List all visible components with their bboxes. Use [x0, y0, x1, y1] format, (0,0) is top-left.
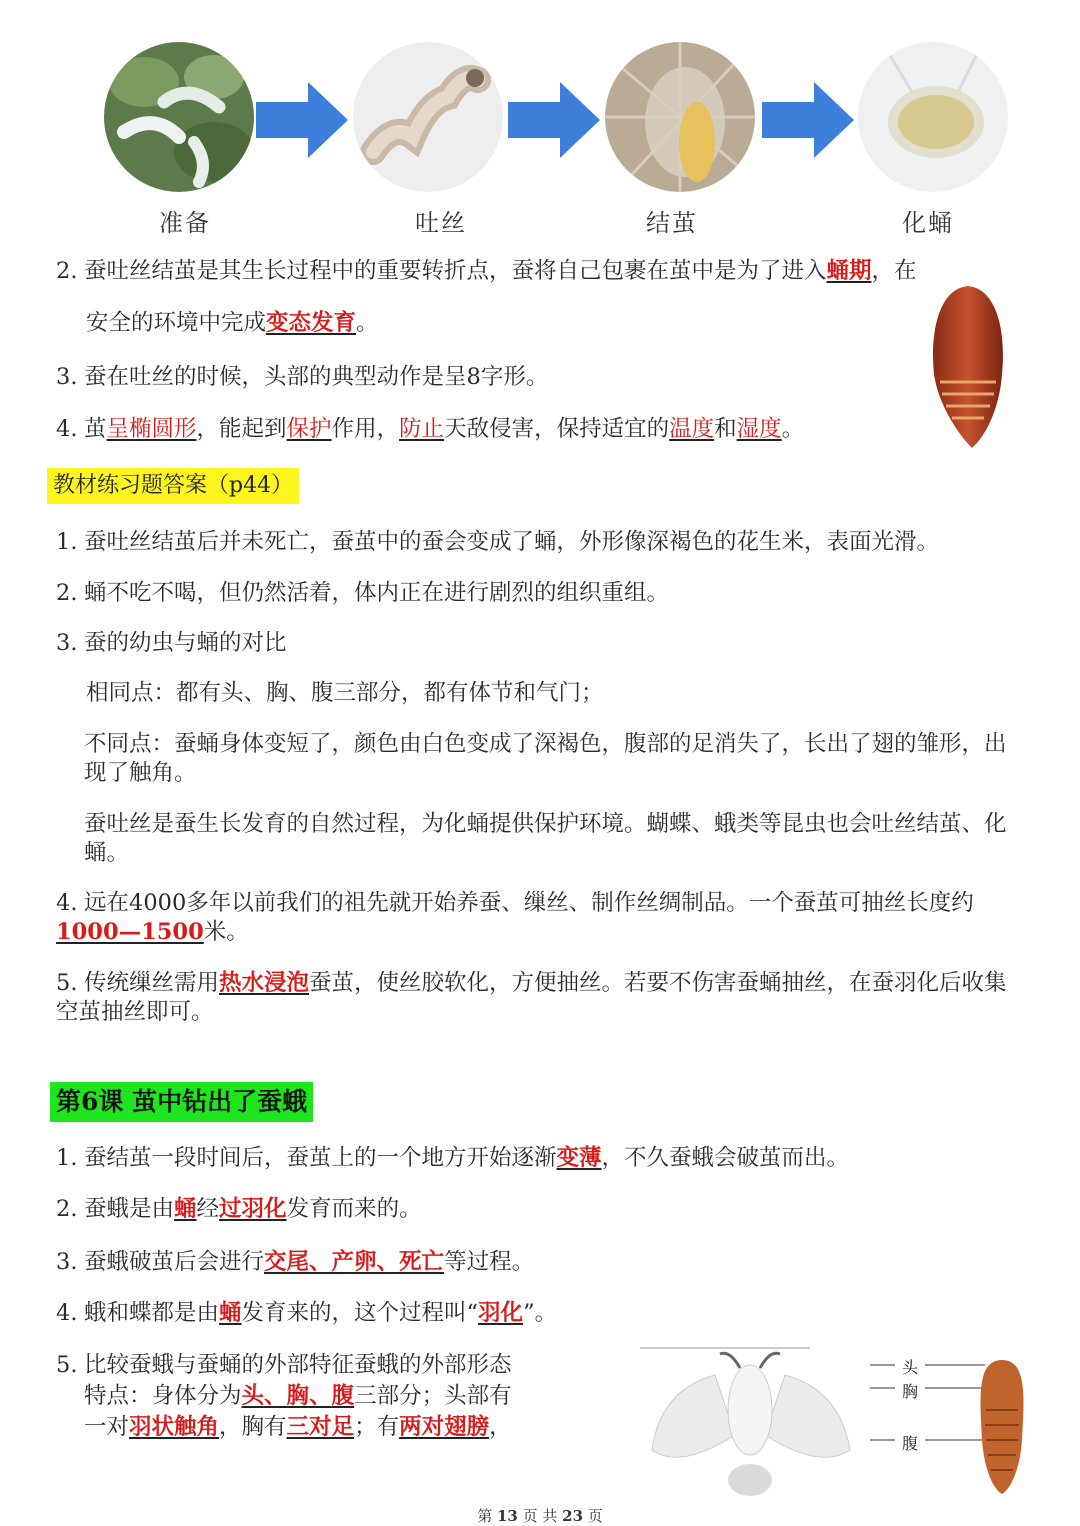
list-item: 4. 茧呈椭圆形，能起到保护作用，防止天敌侵害，保持适宜的温度和湿度。 [56, 416, 805, 442]
list-item: 2. 蚕蛾是由蛹经过羽化发育而来的。 [56, 1196, 422, 1222]
stage-photo-cocoon [605, 42, 755, 192]
current-page: 13 [496, 1507, 518, 1525]
label-belly: 腹 [902, 1434, 919, 1453]
arrow-right-icon [762, 82, 854, 162]
page-footer: 第 13 页 共 23 页 [477, 1507, 603, 1525]
total-pages: 23 [562, 1507, 584, 1525]
stage-label-prepare: 准备 [159, 209, 211, 237]
list-item: 4. 远在4000多年以前我们的祖先就开始养蚕、缫丝、制作丝绸制品。一个蚕茧可抽丝长度约1000—1500米。 [56, 890, 974, 945]
section-heading-textbook: 教材练习题答案（p44） [47, 468, 299, 504]
list-item: 1. 蚕结茧一段时间后，蚕茧上的一个地方开始逐渐变薄，不久蚕蛾会破茧而出。 [56, 1145, 850, 1171]
list-item: 2. 蚕吐丝结茧是其生长过程中的重要转折点，蚕将自己包裹在茧中是为了进入蛹期，在 [56, 258, 917, 284]
list-item-continuation: 安全的环境中完成变态发育。 [86, 310, 379, 336]
list-item-continuation: 一对羽状触角，胸有三对足；有两对翅膀， [84, 1414, 512, 1440]
stage-photo-spinning [353, 42, 503, 192]
list-item: 3. 蚕的幼虫与蛹的对比 [56, 630, 287, 656]
list-item: 3. 蚕在吐丝的时候，头部的典型动作是呈8字形。 [56, 364, 549, 390]
list-item: 5. 比较蚕蛾与蚕蛹的外部特征蚕蛾的外部形态 [56, 1352, 512, 1378]
stage-label-spinning: 吐丝 [415, 209, 467, 237]
list-item: 1. 蚕吐丝结茧后并未死亡，蚕茧中的蚕会变成了蛹，外形像深褐色的花生米，表面光滑。 [56, 529, 940, 555]
stage-label-cocoon: 结茧 [646, 209, 698, 237]
stage-photo-prepare [104, 42, 254, 192]
similarities-text: 相同点：都有头、胸、腹三部分，都有体节和气门； [86, 680, 604, 706]
list-item: 4. 蛾和蝶都是由蛹发育来的，这个过程叫“羽化”。 [56, 1300, 558, 1326]
stage-label-pupate: 化蛹 [902, 209, 954, 237]
list-item: 2. 蛹不吃不喝，但仍然活着，体内正在进行剧烈的组织重组。 [56, 580, 670, 606]
pupa-photo [928, 284, 1008, 454]
label-head: 头 [902, 1358, 919, 1377]
stage-photo-pupate [858, 42, 1008, 192]
differences-text: 不同点：蚕蛹身体变短了，颜色由白色变成了深褐色，腹部的足消失了，长出了翅的雏形，出现了触角。 [84, 731, 1007, 786]
label-chest: 胸 [902, 1382, 919, 1401]
list-item-continuation: 特点：身体分为头、胸、腹三部分；头部有 [84, 1383, 512, 1409]
list-item: 3. 蚕蛾破茧后会进行交尾、产卵、死亡等过程。 [56, 1249, 535, 1275]
moth-pupa-diagram [640, 1340, 1040, 1504]
note-text: 蚕吐丝是蚕生长发育的自然过程，为化蛹提供保护环境。蝴蝶、蛾类等昆虫也会吐丝结茧、化蛹。 [84, 811, 1007, 866]
arrow-right-icon [256, 82, 348, 162]
list-item: 5. 传统缫丝需用热水浸泡蚕茧，使丝胶软化，方便抽丝。若要不伤害蚕蛹抽丝，在蚕羽化后收集空茧抽丝即可。 [56, 970, 1007, 1025]
lesson-heading: 第6课 茧中钻出了蚕蛾 [50, 1082, 313, 1122]
arrow-right-icon [508, 82, 600, 162]
